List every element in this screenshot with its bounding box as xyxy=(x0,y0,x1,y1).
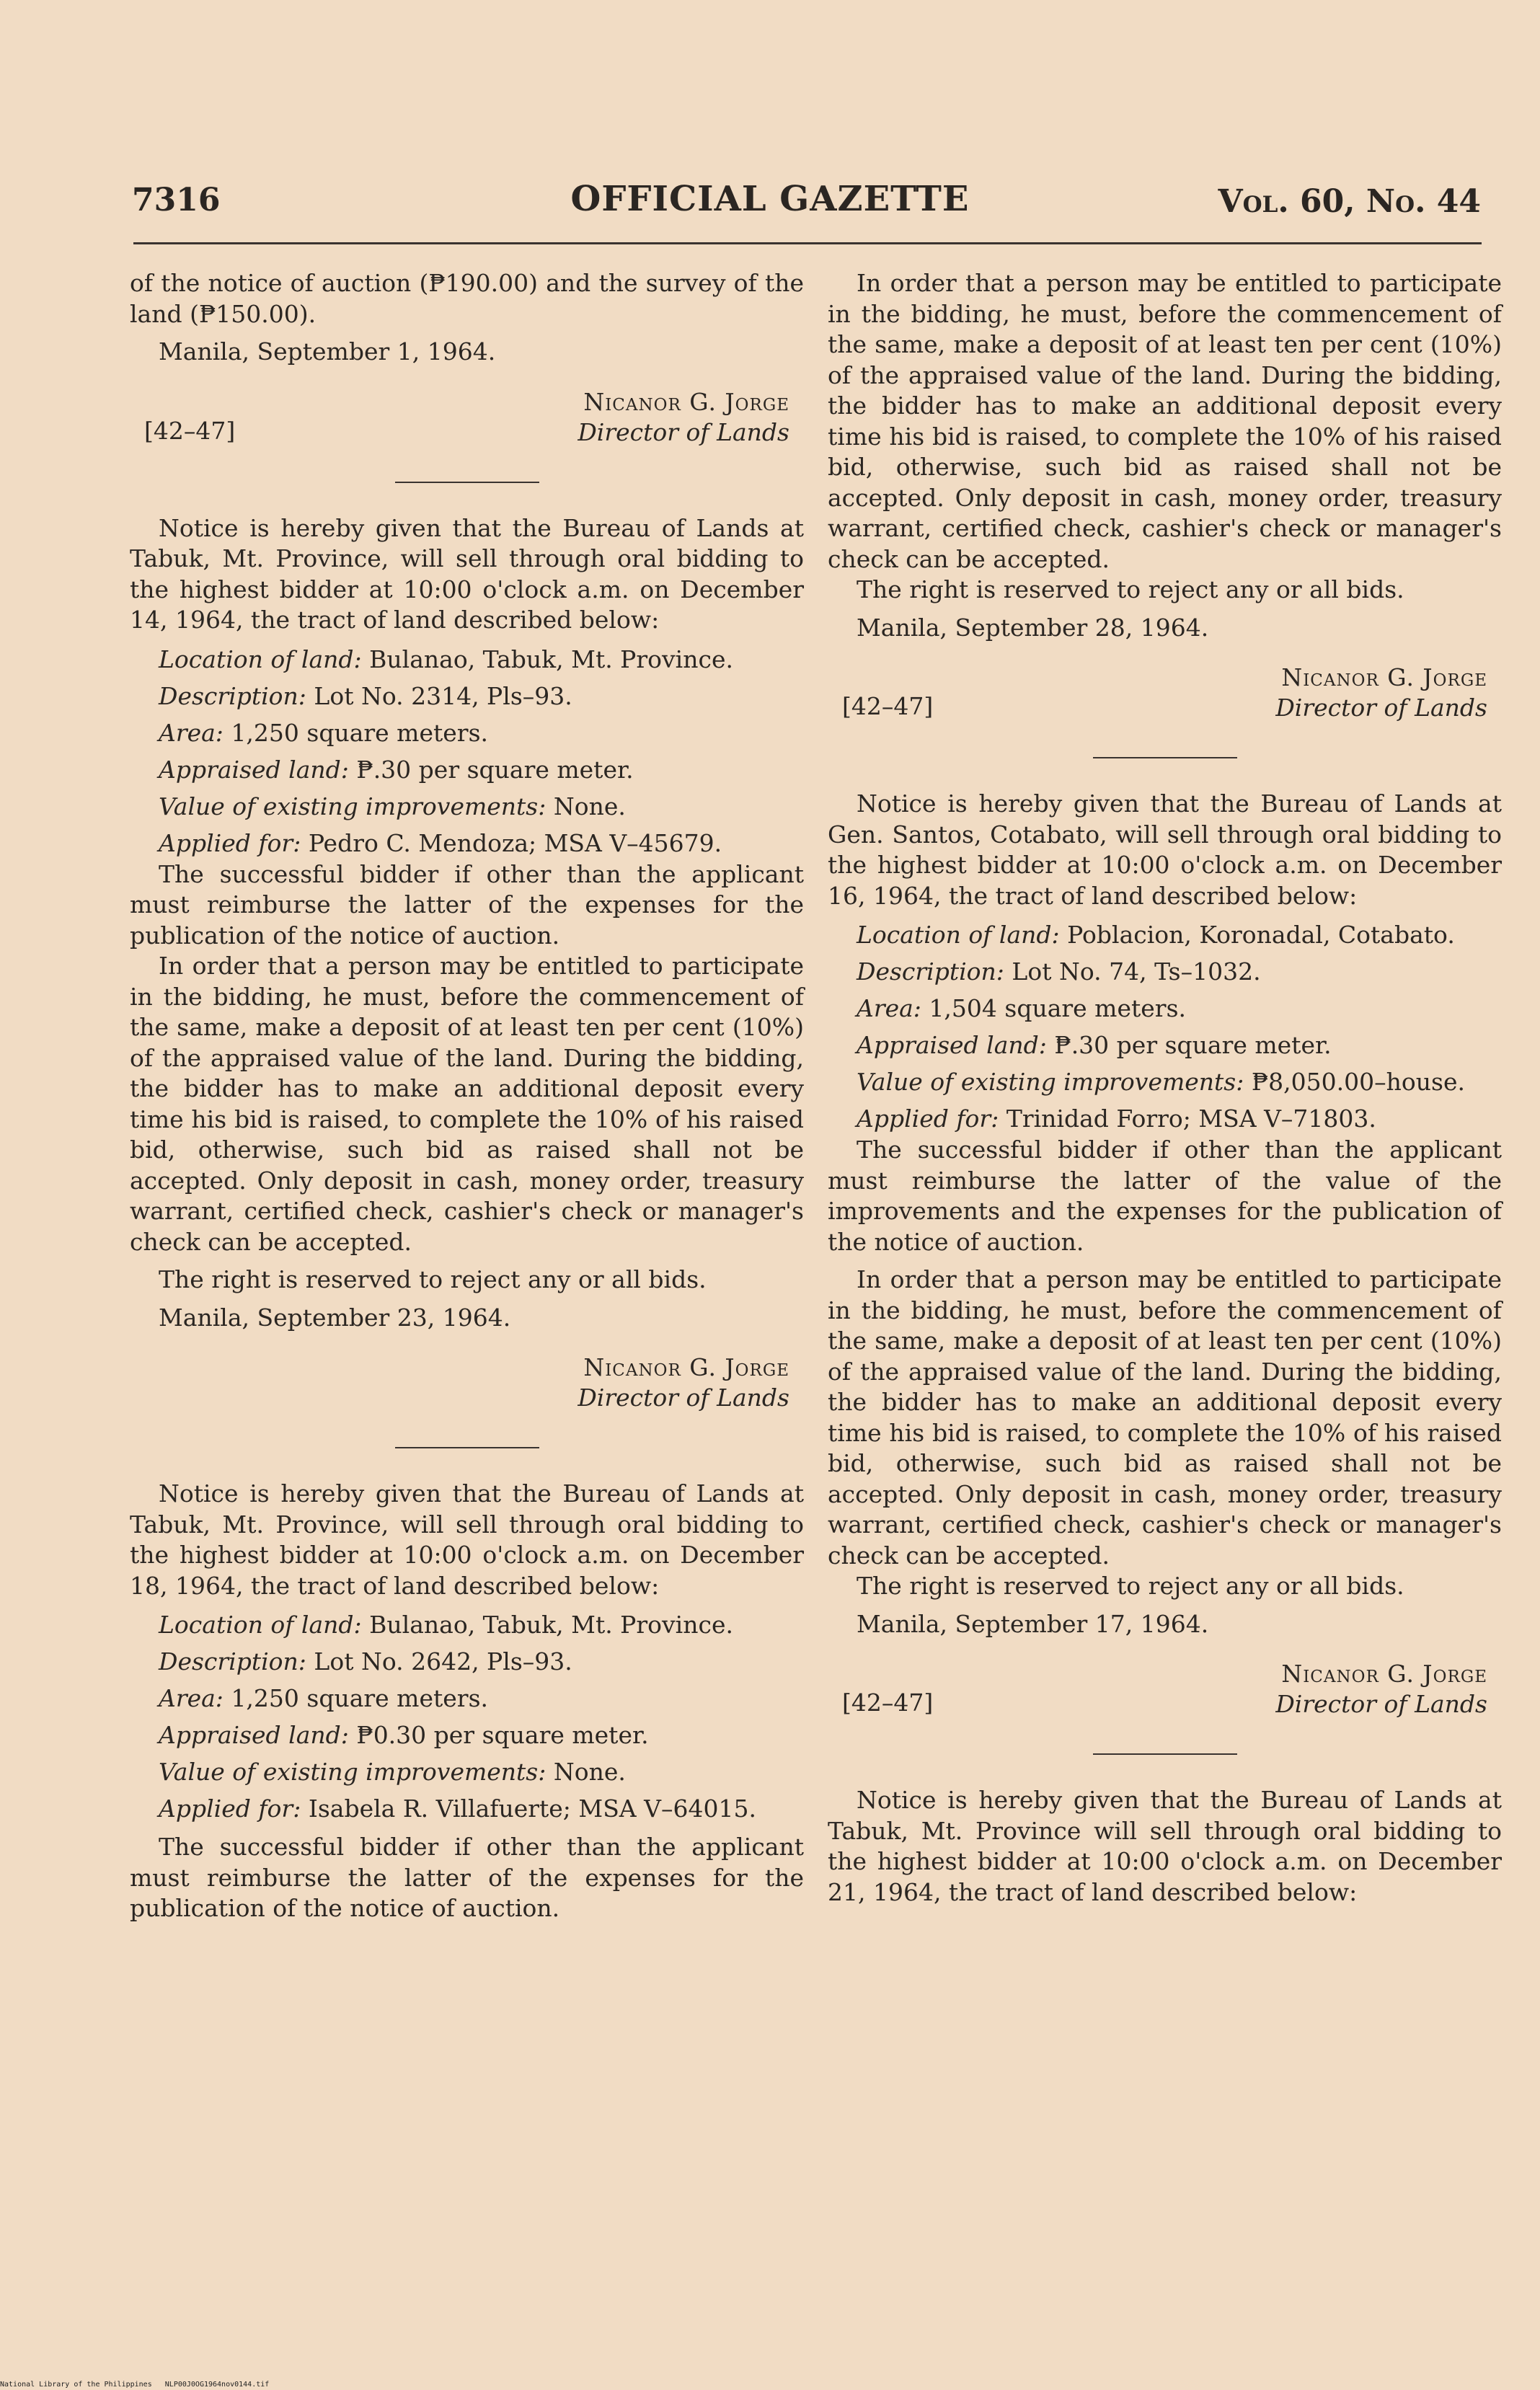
field-appraised: Appraised land: ₱0.30 per square meter. xyxy=(159,1721,649,1749)
reserve-paragraph: The right is reserved to reject any or all bids. xyxy=(857,1572,1404,1600)
signatory-title: Director of Lands xyxy=(1275,694,1487,722)
reserve-paragraph: The right is reserved to reject any or all bids. xyxy=(159,1265,707,1293)
reference-number: [42–47] xyxy=(842,1689,934,1717)
field-area: Area: 1,504 square meters. xyxy=(857,994,1186,1022)
notice-intro: Notice is hereby given that the Bureau of Lands at Tabuk, Mt. Province, will sell through oral bidding to the highest bidder at 10:00 o'clock a.m. on December 18, 1964, the tract of land described below: xyxy=(130,1479,804,1600)
header-rule xyxy=(133,242,1482,244)
notice-date: Manila, September 28, 1964. xyxy=(857,613,1209,642)
right-column xyxy=(828,268,1502,1908)
notice-intro: Notice is hereby given that the Bureau of Lands at Gen. Santos, Cotabato, will sell through oral bidding to the highest bidder at 10:00 o'clock a.m. on December 16, 1964, the tract of land described below: xyxy=(828,789,1502,910)
field-description: Description: Lot No. 74, Ts–1032. xyxy=(857,957,1261,986)
notice-separator xyxy=(395,482,539,483)
field-area: Area: 1,250 square meters. xyxy=(159,1684,488,1712)
reimburse-paragraph: The successful bidder if other than the applicant must reimburse the latter of the expenses for the publication of the notice of auction. xyxy=(130,859,804,950)
field-appraised: Appraised land: ₱.30 per square meter. xyxy=(159,755,634,784)
volume-label: Vol. 60, No. 44 xyxy=(1218,183,1481,220)
notice-separator xyxy=(1093,1753,1237,1755)
field-improvements: Value of existing improvements: ₱8,050.00–house. xyxy=(857,1068,1465,1096)
notice-tabuk-dec18 xyxy=(130,1479,804,1924)
left-column xyxy=(130,268,804,1924)
deposit-paragraph: In order that a person may be entitled to participate in the bidding, he must, before the commencement of the same, make a deposit of at least ten per cent (10%) of the appraised value of the land. During the bidding, the bidder has to make an additional deposit every time his bid is raised, to complete the 10% of his raised bid, otherwise, such bid as raised shall not be accepted. Only deposit in cash, money order, treasury warrant, certified check, cashier's check or manager's check can be accepted. xyxy=(828,269,1502,573)
deposit-paragraph: In order that a person may be entitled to participate in the bidding, he must, before the commencement of the same, make a deposit of at least ten per cent (10%) of the appraised value of the land. During the bidding, the bidder has to make an additional deposit every time his bid is raised, to complete the 10% of his raised bid, otherwise, such bid as raised shall not be accepted. Only deposit in cash, money order, treasury warrant, certified check, cashier's check or manager's check can be accepted. xyxy=(828,1265,1502,1570)
reimburse-paragraph: The successful bidder if other than the applicant must reimburse the latter of the expenses for the publication of the notice of auction. xyxy=(130,1833,804,1922)
page-number: 7316 xyxy=(132,182,221,218)
signatory-name: Nicanor G. Jorge xyxy=(1281,1660,1487,1688)
notice-separator xyxy=(1093,757,1237,758)
scan-filename: NLP00J0OG1964nov0144.tif xyxy=(164,2381,270,2389)
field-location: Location of land: Bulanao, Tabuk, Mt. Province. xyxy=(159,1611,733,1639)
notice-separator xyxy=(395,1447,539,1448)
signatory-name: Nicanor G. Jorge xyxy=(583,1353,789,1381)
field-applied: Applied for: Isabela R. Villafuerte; MSA V–64015. xyxy=(159,1794,756,1823)
reference-number: [42–47] xyxy=(842,692,934,720)
field-improvements: Value of existing improvements: None. xyxy=(159,792,626,820)
field-location: Location of land: Poblacion, Koronadal, Cotabato. xyxy=(857,921,1455,949)
notice-date: Manila, September 17, 1964. xyxy=(857,1609,1209,1638)
notice-date: Manila, September 1, 1964. xyxy=(159,337,496,366)
field-area: Area: 1,250 square meters. xyxy=(159,718,488,747)
scan-footer xyxy=(0,2381,269,2389)
field-location: Location of land: Bulanao, Tabuk, Mt. Province. xyxy=(159,645,733,673)
library-credit: National Library of the Philippines xyxy=(0,2381,152,2389)
signature-block xyxy=(828,1660,1502,1732)
notice-date: Manila, September 23, 1964. xyxy=(159,1303,511,1332)
signatory-name: Nicanor G. Jorge xyxy=(1281,663,1487,691)
reimburse-paragraph: The successful bidder if other than the applicant must reimburse the latter of the value of the improvements and the expenses for the publication of the notice of auction. xyxy=(828,1136,1502,1256)
notice-intro: Notice is hereby given that the Bureau of Lands at Tabuk, Mt. Province will sell through oral bidding to the highest bidder at 10:00 o'clock a.m. on December 21, 1964, the tract of land described below: xyxy=(828,1786,1502,1906)
field-improvements: Value of existing improvements: None. xyxy=(159,1758,626,1786)
field-description: Description: Lot No. 2642, Pls–93. xyxy=(159,1647,572,1676)
publication-title: OFFICIAL GAZETTE xyxy=(570,179,970,219)
notice-intro: Notice is hereby given that the Bureau of Lands at Tabuk, Mt. Province, will sell through oral bidding to the highest bidder at 10:00 o'clock a.m. on December 14, 1964, the tract of land described below: xyxy=(130,513,804,634)
field-applied: Applied for: Pedro C. Mendoza; MSA V–45679. xyxy=(159,828,722,857)
field-description: Description: Lot No. 2314, Pls–93. xyxy=(159,681,572,710)
signatory-title: Director of Lands xyxy=(578,1384,789,1412)
signature-block xyxy=(130,388,804,460)
continued-text: of the notice of auction (₱190.00) and the survey of the land (₱150.00). xyxy=(130,269,804,328)
signature-block xyxy=(828,663,1502,735)
signatory-title: Director of Lands xyxy=(578,417,789,446)
notice-tabuk-dec21 xyxy=(828,1785,1502,1908)
notice-gensantos-dec16 xyxy=(828,789,1502,1732)
field-applied: Applied for: Trinidad Forro; MSA V–71803. xyxy=(857,1105,1376,1133)
signatory-title: Director of Lands xyxy=(1275,1690,1487,1718)
notice-tabuk-dec14 xyxy=(130,513,804,1426)
deposit-paragraph: In order that a person may be entitled to participate in the bidding, he must, before the commencement of the same, make a deposit of at least ten per cent (10%) of the appraised value of the land. During the bidding, the bidder has to make an additional deposit every time his bid is raised, to complete the 10% of his raised bid, otherwise, such bid as raised shall not be accepted. Only deposit in cash, money order, treasury warrant, certified check, cashier's check or manager's check can be accepted. xyxy=(130,952,804,1256)
signatory-name: Nicanor G. Jorge xyxy=(583,387,789,416)
reserve-paragraph: The right is reserved to reject any or all bids. xyxy=(857,575,1404,603)
signature-block xyxy=(130,1353,804,1425)
field-appraised: Appraised land: ₱.30 per square meter. xyxy=(857,1031,1332,1059)
reference-number: [42–47] xyxy=(144,416,236,445)
